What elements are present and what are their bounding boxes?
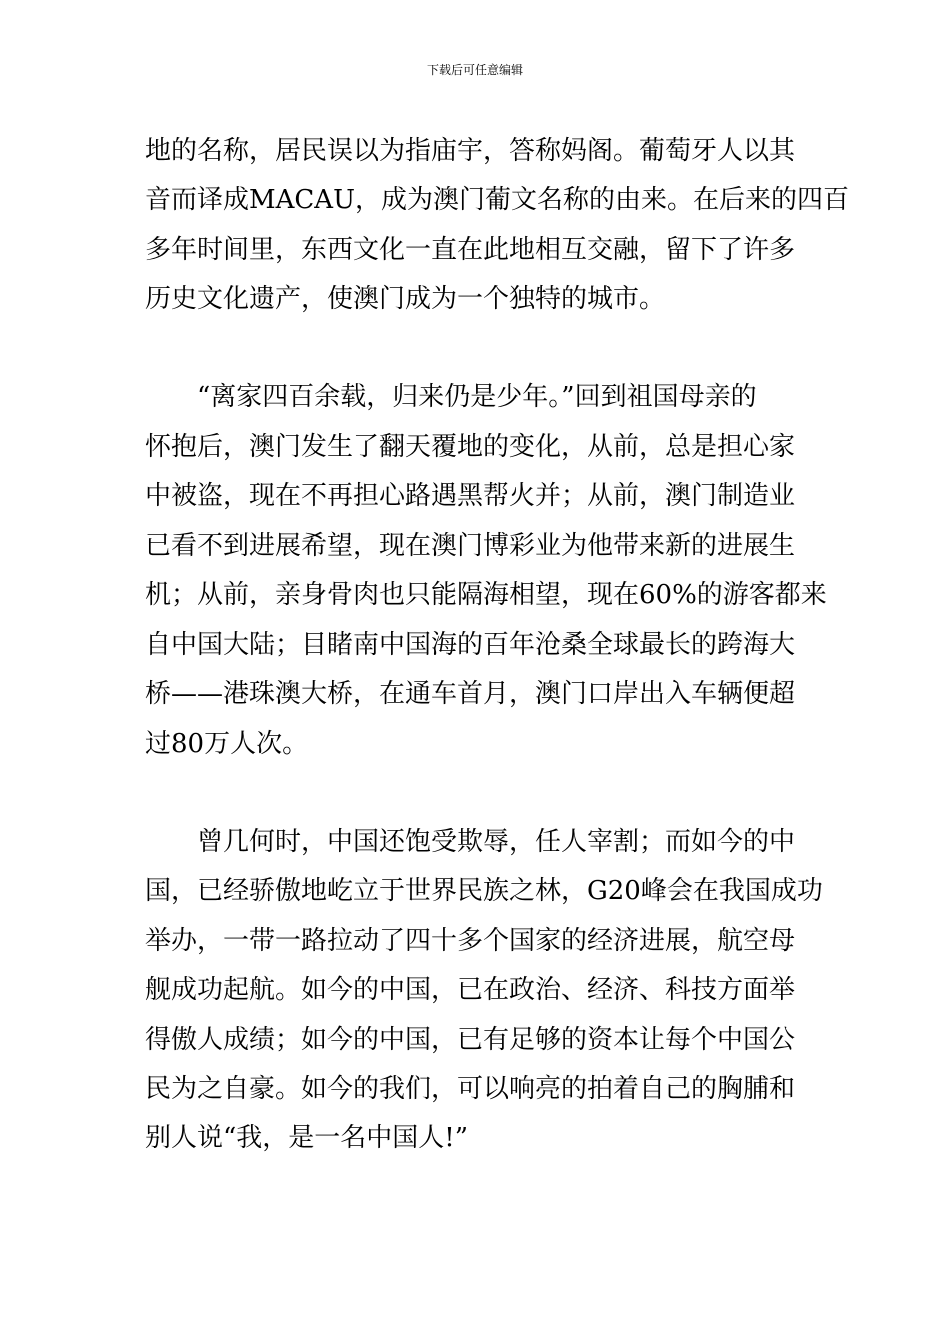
paragraph-line: 舰成功起航。如今的中国，已在政治、经济、科技方面举 [145, 975, 796, 1005]
paragraph-line: 民为之自豪。如今的我们，可以响亮的拍着自己的胸脯和 [145, 1074, 796, 1104]
paragraph-line: 得傲人成绩；如今的中国，已有足够的资本让每个中国公 [145, 1025, 796, 1055]
paragraph-line: 机；从前，亲身骨肉也只能隔海相望，现在60%的游客都来 [145, 580, 827, 610]
paragraph-line: 历史文化遗产，使澳门成为一个独特的城市。 [145, 284, 666, 314]
paragraph-line: 桥——港珠澳大桥，在通车首月，澳门口岸出入车辆便超 [145, 679, 796, 709]
paragraph-line: 地的名称，居民误以为指庙宇，答称妈阁。葡萄牙人以其 [145, 136, 796, 166]
paragraph-line: 国，已经骄傲地屹立于世界民族之林，G20峰会在我国成功 [145, 876, 823, 906]
paragraph-line: 音而译成MACAU，成为澳门葡文名称的由来。在后来的四百 [145, 185, 849, 215]
paragraph-line: “离家四百余载，归来仍是少年。”回到祖国母亲的 [197, 382, 757, 412]
paragraph-line: 已看不到进展希望，现在澳门博彩业为他带来新的进展生 [145, 531, 796, 561]
paragraph-line: 中被盗，现在不再担心路遇黑帮火并；从前，澳门制造业 [145, 481, 796, 511]
paragraph-line: 举办，一带一路拉动了四十多个国家的经济进展，航空母 [145, 926, 796, 956]
paragraph-line: 别人说“我，是一名中国人!” [145, 1123, 469, 1153]
paragraph-line: 自中国大陆；目睹南中国海的百年沧桑全球最长的跨海大 [145, 630, 796, 660]
page-header: 下载后可任意编辑 [426, 63, 523, 77]
paragraph-line: 曾几何时，中国还饱受欺辱，任人宰割；而如今的中 [197, 827, 796, 857]
paragraph-line: 多年时间里，东西文化一直在此地相互交融，留下了许多 [145, 235, 796, 265]
paragraph-line: 怀抱后，澳门发生了翻天覆地的变化，从前，总是担心家 [145, 432, 796, 462]
paragraph-line: 过80万人次。 [145, 729, 309, 759]
